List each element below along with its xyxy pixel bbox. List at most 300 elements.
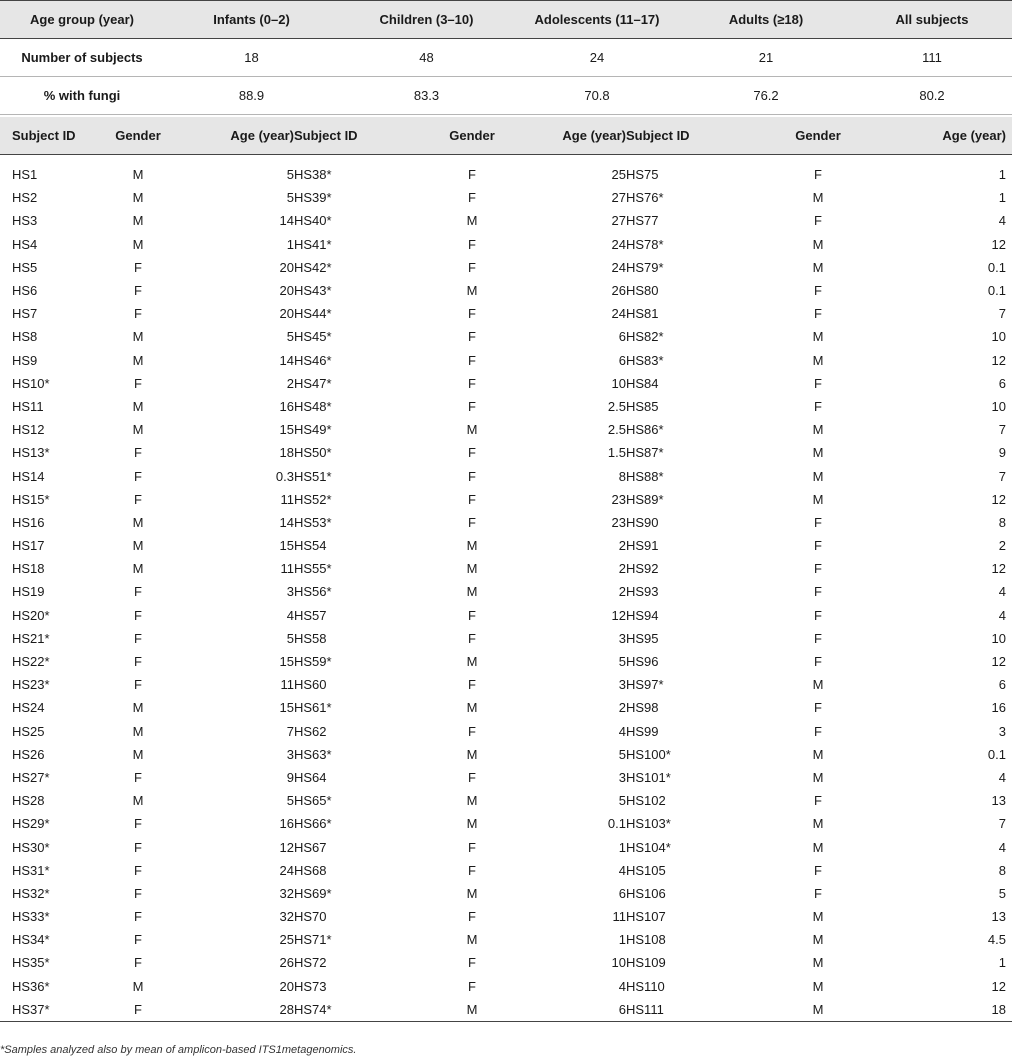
subject-id-header: Subject ID bbox=[0, 117, 88, 155]
gender-cell: F bbox=[134, 816, 142, 832]
subject-id-cell: HS110 bbox=[626, 978, 665, 994]
age-cell: 12 bbox=[991, 352, 1006, 368]
age-cell: 5 bbox=[286, 190, 294, 206]
age-cell: 10 bbox=[991, 630, 1006, 646]
gender-cell: F bbox=[468, 723, 476, 739]
subject-id-cell: HS98 bbox=[626, 700, 659, 716]
age-cell: 10 bbox=[611, 955, 626, 971]
subject-id-cell: HS79* bbox=[626, 259, 664, 275]
gender-cell: F bbox=[814, 630, 822, 646]
age-cell: 8 bbox=[998, 514, 1006, 530]
gender-cell: F bbox=[134, 259, 142, 275]
subject-id-cell: HS63* bbox=[294, 746, 332, 762]
age-cell: 3 bbox=[618, 630, 626, 646]
subject-id-cell: HS101* bbox=[626, 769, 671, 785]
subject-id-cell: HS31* bbox=[12, 862, 50, 878]
age-cell: 16 bbox=[991, 700, 1006, 716]
table-row bbox=[0, 789, 1012, 812]
subject-id-cell: HS77 bbox=[626, 213, 659, 229]
gender-cell: M bbox=[812, 422, 824, 438]
age-cell: 27 bbox=[611, 213, 626, 229]
gender-cell: F bbox=[468, 398, 476, 414]
subject-id-cell: HS82* bbox=[626, 329, 664, 345]
table-row bbox=[0, 812, 1012, 835]
gender-cell: F bbox=[468, 955, 476, 971]
subject-id-cell: HS55* bbox=[294, 561, 332, 577]
gender-cell: M bbox=[466, 422, 478, 438]
subject-id-cell: HS16 bbox=[12, 514, 45, 530]
subject-id-cell: HS75 bbox=[626, 167, 659, 183]
subject-id-cell: HS96 bbox=[626, 654, 659, 670]
gender-cell: F bbox=[468, 769, 476, 785]
table-row bbox=[0, 418, 1012, 441]
subject-id-cell: HS51* bbox=[294, 468, 332, 484]
gender-cell: F bbox=[468, 607, 476, 623]
age-cell: 2 bbox=[618, 561, 626, 577]
age-cell: 28 bbox=[188, 998, 294, 1022]
age-cell: 13 bbox=[991, 909, 1006, 925]
age-cell: 1 bbox=[618, 932, 626, 948]
subject-id-cell: HS65* bbox=[294, 793, 332, 809]
group-adults-header: Adults (≥18) bbox=[680, 1, 852, 39]
subject-id-cell: HS54 bbox=[294, 538, 327, 554]
age-cell: 32 bbox=[279, 909, 294, 925]
gender-cell: F bbox=[468, 978, 476, 994]
age-cell: 20 bbox=[279, 283, 294, 299]
group-all-header: All subjects bbox=[852, 1, 1012, 39]
gender-cell: F bbox=[468, 468, 476, 484]
subject-id-cell: HS111 bbox=[626, 998, 754, 1022]
table-row bbox=[0, 905, 1012, 928]
summary-table bbox=[0, 0, 1012, 115]
age-cell: 26 bbox=[611, 283, 626, 299]
gender-cell: F bbox=[468, 259, 476, 275]
percent-with-fungi-row bbox=[0, 77, 1012, 115]
cell-value: 76.2 bbox=[680, 77, 852, 115]
subject-id-cell: HS90 bbox=[626, 514, 659, 530]
age-cell: 5 bbox=[618, 654, 626, 670]
row-label: % with fungi bbox=[0, 77, 164, 115]
group-adolescents-header: Adolescents (11–17) bbox=[514, 1, 680, 39]
table-row bbox=[0, 650, 1012, 673]
subject-id-cell: HS7 bbox=[12, 306, 38, 322]
gender-cell: M bbox=[812, 468, 824, 484]
table-row bbox=[0, 349, 1012, 372]
cell-value: 18 bbox=[164, 39, 339, 77]
age-cell: 0.1 bbox=[987, 283, 1006, 299]
subject-id-cell: HS23* bbox=[12, 677, 50, 693]
gender-cell: M bbox=[132, 236, 144, 252]
age-cell: 24 bbox=[611, 306, 626, 322]
gender-cell: F bbox=[134, 584, 142, 600]
gender-cell: F bbox=[134, 654, 142, 670]
gender-cell: M bbox=[466, 561, 478, 577]
age-cell: 2.5 bbox=[607, 398, 626, 414]
age-cell: 4 bbox=[286, 607, 294, 623]
gender-cell: M bbox=[812, 746, 824, 762]
gender-cell: F bbox=[134, 769, 142, 785]
gender-cell: F bbox=[468, 677, 476, 693]
age-cell: 5 bbox=[618, 746, 626, 762]
age-cell: 8 bbox=[998, 862, 1006, 878]
subject-id-cell: HS20* bbox=[12, 607, 50, 623]
subject-id-cell: HS103* bbox=[626, 816, 671, 832]
age-cell: 5 bbox=[618, 793, 626, 809]
age-cell: 4 bbox=[998, 584, 1006, 600]
gender-cell: M bbox=[132, 746, 144, 762]
subject-id-cell: HS95 bbox=[626, 630, 659, 646]
subject-id-cell: HS21* bbox=[12, 630, 50, 646]
age-cell: 2 bbox=[618, 700, 626, 716]
subject-id-cell: HS73 bbox=[294, 978, 327, 994]
table-row bbox=[0, 279, 1012, 302]
gender-cell: M bbox=[812, 769, 824, 785]
age-header: Age (year) bbox=[188, 117, 294, 155]
table-row bbox=[0, 766, 1012, 789]
age-cell: 11 bbox=[280, 677, 294, 693]
subject-id-cell: HS76* bbox=[626, 190, 664, 206]
age-cell: 25 bbox=[279, 932, 294, 948]
gender-cell: F bbox=[814, 306, 822, 322]
age-cell: 23 bbox=[611, 514, 626, 530]
table-row bbox=[0, 464, 1012, 487]
gender-cell: M bbox=[812, 352, 824, 368]
gender-cell: M bbox=[812, 445, 824, 461]
gender-cell: F bbox=[814, 167, 822, 183]
age-header: Age (year) bbox=[882, 117, 1012, 155]
subject-id-cell: HS5 bbox=[12, 259, 38, 275]
age-cell: 5 bbox=[286, 793, 294, 809]
age-cell: 15 bbox=[279, 422, 294, 438]
subject-id-cell: HS14 bbox=[12, 468, 45, 484]
age-cell: 2 bbox=[286, 375, 294, 391]
subject-id-cell: HS84 bbox=[626, 375, 659, 391]
table-row bbox=[0, 302, 1012, 325]
subject-id-cell: HS30* bbox=[12, 839, 50, 855]
subjects-header-row bbox=[0, 117, 1012, 155]
age-cell: 4 bbox=[998, 769, 1006, 785]
subject-id-cell: HS70 bbox=[294, 909, 327, 925]
age-cell: 25 bbox=[611, 167, 626, 183]
age-cell: 0.1 bbox=[607, 816, 626, 832]
subject-id-cell: HS1 bbox=[12, 167, 38, 183]
table-row bbox=[0, 209, 1012, 232]
age-cell: 5 bbox=[286, 630, 294, 646]
age-cell: 10 bbox=[991, 329, 1006, 345]
table-row bbox=[0, 835, 1012, 858]
subject-id-cell: HS93 bbox=[626, 584, 659, 600]
age-cell: 27 bbox=[611, 190, 626, 206]
gender-cell: F bbox=[134, 306, 142, 322]
age-cell: 13 bbox=[991, 793, 1006, 809]
gender-cell: M bbox=[812, 329, 824, 345]
gender-cell: M bbox=[132, 793, 144, 809]
gender-cell: F bbox=[134, 909, 142, 925]
age-cell: 9 bbox=[286, 769, 294, 785]
age-cell: 4 bbox=[998, 607, 1006, 623]
gender-cell: M bbox=[812, 677, 824, 693]
subject-id-cell: HS78* bbox=[626, 236, 664, 252]
table-row bbox=[0, 975, 1012, 998]
subject-id-cell: HS18 bbox=[12, 561, 45, 577]
subject-id-cell: HS83* bbox=[626, 352, 664, 368]
table-row bbox=[0, 256, 1012, 279]
table-row bbox=[0, 928, 1012, 951]
age-cell: 12 bbox=[991, 236, 1006, 252]
table-row bbox=[0, 441, 1012, 464]
gender-cell: M bbox=[466, 793, 478, 809]
subject-id-cell: HS22* bbox=[12, 654, 50, 670]
age-cell: 1 bbox=[286, 236, 294, 252]
gender-cell: F bbox=[134, 862, 142, 878]
subject-id-cell: HS97* bbox=[626, 677, 664, 693]
gender-cell: M bbox=[132, 514, 144, 530]
gender-cell: F bbox=[134, 677, 142, 693]
age-cell: 6 bbox=[998, 677, 1006, 693]
gender-cell: M bbox=[466, 932, 478, 948]
cell-value: 48 bbox=[339, 39, 514, 77]
gender-cell: F bbox=[88, 998, 188, 1022]
subject-id-cell: HS57 bbox=[294, 607, 327, 623]
table-row bbox=[0, 882, 1012, 905]
subject-id-cell: HS66* bbox=[294, 816, 332, 832]
subject-id-cell: HS61* bbox=[294, 700, 332, 716]
age-cell: 14 bbox=[279, 213, 294, 229]
subject-id-cell: HS92 bbox=[626, 561, 659, 577]
gender-cell: M bbox=[812, 190, 824, 206]
gender-cell: F bbox=[468, 352, 476, 368]
age-cell: 1 bbox=[618, 839, 626, 855]
subject-id-cell: HS62 bbox=[294, 723, 327, 739]
subject-id-cell: HS85 bbox=[626, 398, 659, 414]
subject-id-cell: HS86* bbox=[626, 422, 664, 438]
age-cell: 4 bbox=[998, 839, 1006, 855]
age-cell: 32 bbox=[279, 885, 294, 901]
gender-cell: F bbox=[814, 283, 822, 299]
gender-cell: F bbox=[134, 375, 142, 391]
gender-cell: F bbox=[468, 236, 476, 252]
gender-cell: M bbox=[812, 978, 824, 994]
cell-value: 80.2 bbox=[852, 77, 1012, 115]
gender-cell: M bbox=[812, 839, 824, 855]
age-cell: 3 bbox=[286, 746, 294, 762]
age-cell: 11 bbox=[280, 561, 294, 577]
age-cell: 10 bbox=[991, 398, 1006, 414]
table-row bbox=[0, 604, 1012, 627]
subject-id-cell: HS32* bbox=[12, 885, 50, 901]
age-cell: 6 bbox=[522, 998, 626, 1022]
footnote: *Samples analyzed also by mean of amplicon-based ITS1metagenomics. bbox=[0, 1044, 357, 1056]
subject-id-cell: HS40* bbox=[294, 213, 332, 229]
age-cell: 1 bbox=[998, 955, 1006, 971]
subject-id-cell: HS38* bbox=[294, 167, 332, 183]
gender-cell: F bbox=[134, 932, 142, 948]
table-row bbox=[0, 998, 1012, 1022]
gender-cell: M bbox=[132, 167, 144, 183]
subject-id-cell: HS105 bbox=[626, 862, 666, 878]
age-cell: 20 bbox=[279, 306, 294, 322]
gender-cell: F bbox=[468, 375, 476, 391]
age-cell: 7 bbox=[998, 422, 1006, 438]
age-cell: 7 bbox=[998, 306, 1006, 322]
table-row bbox=[0, 743, 1012, 766]
age-header: Age (year) bbox=[522, 117, 626, 155]
subject-id-cell: HS53* bbox=[294, 514, 332, 530]
gender-cell: M bbox=[132, 352, 144, 368]
subject-id-cell: HS46* bbox=[294, 352, 332, 368]
gender-cell: F bbox=[468, 445, 476, 461]
gender-cell: M bbox=[132, 422, 144, 438]
age-cell: 7 bbox=[286, 723, 294, 739]
summary-header-row bbox=[0, 1, 1012, 39]
gender-cell: F bbox=[814, 538, 822, 554]
gender-cell: F bbox=[814, 723, 822, 739]
age-cell: 3 bbox=[618, 677, 626, 693]
age-cell: 0.1 bbox=[987, 259, 1006, 275]
age-cell: 18 bbox=[279, 445, 294, 461]
subject-id-cell: HS99 bbox=[626, 723, 659, 739]
subject-id-cell: HS67 bbox=[294, 839, 327, 855]
age-cell: 26 bbox=[279, 955, 294, 971]
gender-cell: F bbox=[814, 793, 822, 809]
gender-cell: M bbox=[466, 654, 478, 670]
subject-id-cell: HS42* bbox=[294, 259, 332, 275]
subject-id-cell: HS26 bbox=[12, 746, 45, 762]
table-row bbox=[0, 372, 1012, 395]
subject-id-cell: HS47* bbox=[294, 375, 332, 391]
gender-cell: F bbox=[814, 398, 822, 414]
subject-id-cell: HS41* bbox=[294, 236, 332, 252]
gender-cell: M bbox=[466, 584, 478, 600]
subject-id-cell: HS58 bbox=[294, 630, 327, 646]
subject-id-cell: HS45* bbox=[294, 329, 332, 345]
gender-cell: M bbox=[812, 955, 824, 971]
age-cell: 4 bbox=[618, 978, 626, 994]
subject-id-cell: HS48* bbox=[294, 398, 332, 414]
gender-header: Gender bbox=[754, 117, 882, 155]
age-cell: 15 bbox=[279, 538, 294, 554]
table-row bbox=[0, 627, 1012, 650]
subject-id-cell: HS68 bbox=[294, 862, 327, 878]
subject-id-cell: HS15* bbox=[12, 491, 50, 507]
table-row bbox=[0, 511, 1012, 534]
gender-cell: F bbox=[134, 445, 142, 461]
age-cell: 4 bbox=[618, 862, 626, 878]
subject-id-cell: HS10* bbox=[12, 375, 50, 391]
subject-id-cell: HS64 bbox=[294, 769, 327, 785]
subject-id-cell: HS8 bbox=[12, 329, 38, 345]
subject-id-cell: HS37* bbox=[0, 998, 88, 1022]
subject-id-cell: HS11 bbox=[12, 398, 44, 414]
age-cell: 20 bbox=[279, 259, 294, 275]
subject-id-cell: HS56* bbox=[294, 584, 332, 600]
age-cell: 1.5 bbox=[607, 445, 626, 461]
age-cell: 2.5 bbox=[607, 422, 626, 438]
subject-id-cell: HS24 bbox=[12, 700, 45, 716]
subject-id-cell: HS17 bbox=[12, 538, 45, 554]
subject-id-header: Subject ID bbox=[294, 117, 422, 155]
gender-cell: M bbox=[812, 932, 824, 948]
gender-cell: F bbox=[814, 700, 822, 716]
gender-cell: F bbox=[134, 885, 142, 901]
age-cell: 4 bbox=[998, 213, 1006, 229]
age-cell: 1 bbox=[998, 167, 1006, 183]
subject-id-cell: HS71* bbox=[294, 932, 332, 948]
age-cell: 1 bbox=[998, 190, 1006, 206]
gender-cell: F bbox=[134, 283, 142, 299]
gender-cell: F bbox=[814, 607, 822, 623]
gender-cell: M bbox=[812, 909, 824, 925]
cell-value: 70.8 bbox=[514, 77, 680, 115]
gender-cell: M bbox=[466, 700, 478, 716]
gender-cell: F bbox=[468, 491, 476, 507]
subjects-table bbox=[0, 117, 1012, 1022]
age-cell: 12 bbox=[279, 839, 294, 855]
table-row bbox=[0, 673, 1012, 696]
age-cell: 6 bbox=[618, 352, 626, 368]
age-cell: 3 bbox=[998, 723, 1006, 739]
gender-cell: F bbox=[468, 306, 476, 322]
subject-id-cell: HS13* bbox=[12, 445, 50, 461]
gender-cell: M bbox=[466, 538, 478, 554]
subject-id-cell: HS6 bbox=[12, 283, 38, 299]
cell-value: 21 bbox=[680, 39, 852, 77]
gender-cell: M bbox=[132, 978, 144, 994]
gender-cell: M bbox=[812, 236, 824, 252]
age-cell: 14 bbox=[279, 352, 294, 368]
subject-id-cell: HS29* bbox=[12, 816, 50, 832]
gender-cell: F bbox=[468, 167, 476, 183]
age-cell: 5 bbox=[998, 885, 1006, 901]
age-cell: 2 bbox=[998, 538, 1006, 554]
age-cell: 15 bbox=[279, 700, 294, 716]
age-cell: 6 bbox=[998, 375, 1006, 391]
age-cell: 12 bbox=[991, 978, 1006, 994]
subjects-body bbox=[0, 155, 1012, 1022]
gender-cell: F bbox=[814, 561, 822, 577]
gender-cell: F bbox=[814, 514, 822, 530]
age-group-header: Age group (year) bbox=[0, 1, 164, 39]
age-cell: 12 bbox=[991, 491, 1006, 507]
subject-id-cell: HS19 bbox=[12, 584, 45, 600]
subject-id-cell: HS39* bbox=[294, 190, 332, 206]
subject-id-cell: HS36* bbox=[12, 978, 50, 994]
gender-cell: M bbox=[466, 746, 478, 762]
gender-cell: M bbox=[466, 816, 478, 832]
cell-value: 24 bbox=[514, 39, 680, 77]
gender-cell: F bbox=[468, 862, 476, 878]
subject-id-cell: HS52* bbox=[294, 491, 332, 507]
gender-cell: M bbox=[132, 700, 144, 716]
gender-cell: M bbox=[754, 998, 882, 1022]
subject-id-cell: HS59* bbox=[294, 654, 332, 670]
subject-id-cell: HS49* bbox=[294, 422, 332, 438]
age-cell: 10 bbox=[611, 375, 626, 391]
age-cell: 15 bbox=[279, 654, 294, 670]
group-infants-header: Infants (0–2) bbox=[164, 1, 339, 39]
age-cell: 14 bbox=[279, 514, 294, 530]
gender-cell: M bbox=[132, 723, 144, 739]
age-cell: 5 bbox=[286, 167, 294, 183]
age-cell: 6 bbox=[618, 885, 626, 901]
age-cell: 12 bbox=[991, 561, 1006, 577]
subject-id-cell: HS91 bbox=[626, 538, 659, 554]
subject-id-cell: HS9 bbox=[12, 352, 38, 368]
age-cell: 24 bbox=[279, 862, 294, 878]
age-cell: 8 bbox=[618, 468, 626, 484]
gender-cell: F bbox=[468, 630, 476, 646]
gender-header: Gender bbox=[88, 117, 188, 155]
